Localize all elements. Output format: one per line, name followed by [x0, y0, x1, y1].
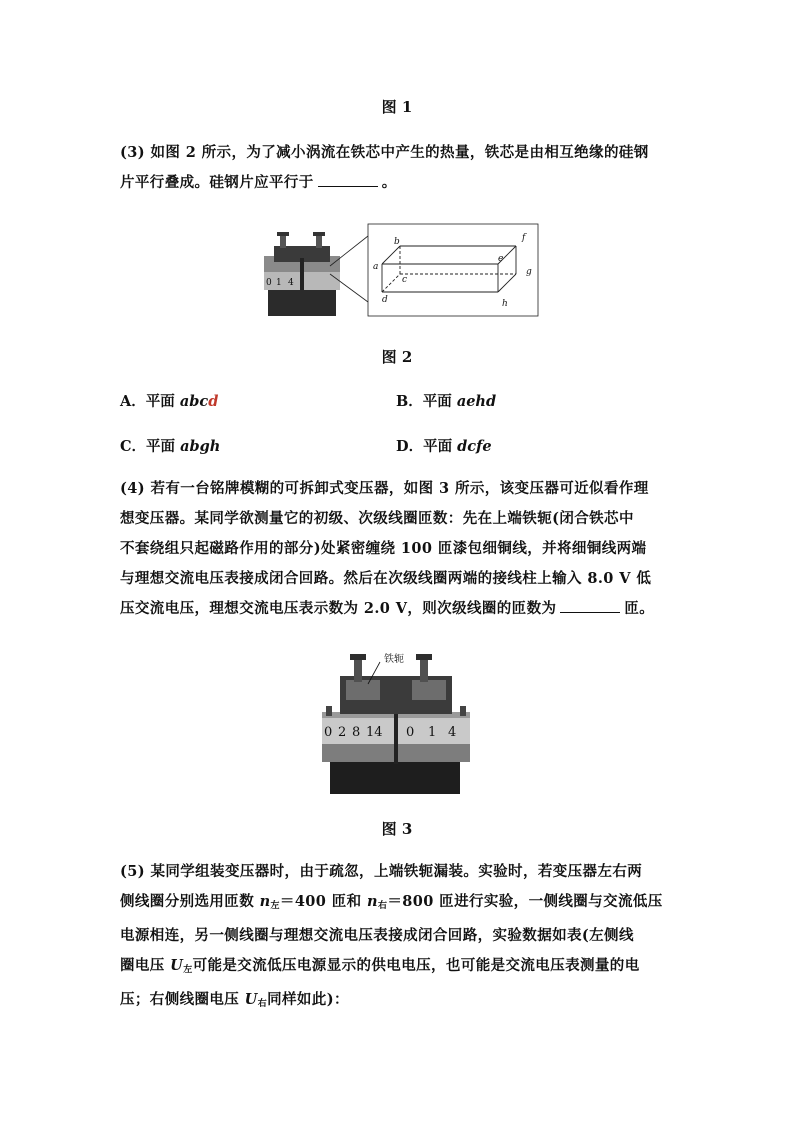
q5-line-4 — [120, 951, 680, 985]
q5-line-5-b: 同样如此)： — [267, 991, 349, 1008]
option-b-prefix: B．平面 — [396, 393, 457, 410]
option-a-plane: abc — [179, 393, 209, 410]
coil-label-left-2: 2 — [338, 725, 347, 740]
q4-line-1: (4) 若有一台铭牌模糊的可拆卸式变压器，如图 3 所示，该变压器可近似看作理 — [120, 480, 649, 497]
figure-1-caption: 图 1 — [381, 98, 413, 116]
figure-2-caption: 图 2 — [381, 348, 413, 366]
q5-line-2 — [120, 887, 680, 921]
q5-line-2-c: ＝800 匝进行实验，一侧线圈与交流低压 — [387, 893, 663, 910]
answer-blank-q4 — [560, 598, 620, 613]
q4-line-5-end: 匝。 — [624, 600, 655, 617]
vertex-label-b: b — [394, 237, 400, 247]
option-d[interactable] — [396, 435, 492, 456]
option-c[interactable] — [120, 435, 220, 456]
transformer-photo — [316, 648, 476, 794]
question-3 — [120, 138, 680, 198]
option-b-plane: aehd — [456, 393, 497, 410]
q5-line-1: (5) 某同学组装变压器时，由于疏忽，上端铁轭漏装。实验时，若变压器左右两 — [120, 863, 643, 880]
coil-label-right-0: 0 — [406, 725, 415, 740]
q5-line-4-b: 可能是交流低压电源显示的供电电压，也可能是交流电压表测量的电 — [192, 957, 640, 974]
q4-line-5 — [120, 594, 680, 624]
q5-line-2-a: 侧线圈分别选用匝数 — [120, 893, 260, 910]
cuboid-diagram — [382, 246, 516, 292]
n-left-symbol: n — [259, 893, 271, 910]
n-right-subscript: 右 — [377, 901, 388, 911]
coil-label-right-4: 4 — [448, 725, 457, 740]
vertex-label-a: a — [373, 262, 379, 272]
u-left-subscript: 左 — [183, 965, 193, 975]
vertex-label-e: e — [498, 254, 504, 264]
figure-2 — [260, 222, 540, 318]
photo-label-0: 0 — [266, 278, 272, 288]
photo-label-1: 1 — [276, 278, 282, 288]
vertex-label-h: h — [502, 299, 508, 309]
u-right-symbol: U — [244, 991, 258, 1008]
q5-line-2-b: ＝400 匝和 — [279, 893, 367, 910]
coil-label-right-1: 1 — [428, 725, 437, 740]
option-b[interactable] — [396, 390, 496, 411]
u-right-subscript: 右 — [257, 999, 268, 1009]
coil-label-left-8: 8 — [352, 725, 361, 740]
q5-line-4-a: 圈电压 — [120, 957, 171, 974]
q4-line-5-text: 压交流电压，理想交流电压表示数为 2.0 V，则次级线圈的匝数为 — [120, 600, 557, 617]
figure-3 — [316, 648, 476, 794]
n-left-subscript: 左 — [270, 901, 280, 911]
q3-line-1: (3) 如图 2 所示，为了减小涡流在铁芯中产生的热量，铁芯是由相互绝缘的硅钢 — [120, 144, 649, 161]
q3-line-2-text: 片平行叠成。硅钢片应平行于 — [120, 174, 314, 191]
q4-line-4: 与理想交流电压表接成闭合回路。然后在次级线圈两端的接线柱上输入 8.0 V 低 — [120, 570, 652, 587]
option-a-plane-last: d — [208, 393, 219, 410]
n-right-symbol: n — [367, 893, 378, 910]
q3-line-2-end: 。 — [381, 174, 397, 191]
figure-2-drawing — [260, 222, 540, 318]
question-5 — [120, 857, 680, 1019]
q5-line-5 — [120, 985, 680, 1019]
q4-line-2: 想变压器。某同学欲测量它的初级、次级线圈匝数：先在上端铁轭(闭合铁芯中 — [120, 510, 634, 527]
option-a-prefix: A．平面 — [120, 393, 180, 410]
q5-line-3: 电源相连，另一侧线圈与理想交流电压表接成闭合回路，实验数据如表(左侧线 — [120, 927, 634, 944]
vertex-label-c: c — [402, 275, 408, 285]
option-c-plane: abgh — [180, 438, 221, 455]
q5-line-5-a: 压；右侧线圈电压 — [120, 991, 245, 1008]
pointer-line-top — [330, 236, 368, 266]
option-c-prefix: C．平面 — [120, 438, 181, 455]
coil-label-left-0: 0 — [324, 725, 333, 740]
vertex-label-d: d — [382, 295, 388, 305]
photo-label-4: 4 — [288, 278, 294, 288]
answer-blank-q3 — [318, 172, 378, 187]
q3-line-2 — [120, 168, 680, 198]
option-a[interactable] — [120, 390, 218, 411]
figure-3-caption: 图 3 — [381, 820, 413, 838]
transformer-photo-small — [264, 232, 340, 316]
vertex-label-f: f — [522, 233, 526, 243]
question-4 — [120, 474, 680, 624]
option-d-prefix: D．平面 — [396, 438, 458, 455]
yoke-tag: 铁轭 — [384, 654, 404, 665]
u-left-symbol: U — [170, 957, 184, 974]
vertex-label-g: g — [526, 267, 532, 277]
option-d-plane: dcfe — [457, 438, 492, 455]
q4-line-3: 不套绕组只起磁路作用的部分)处紧密缠绕 100 匝漆包细铜线，并将细铜线两端 — [120, 540, 647, 557]
coil-label-left-14: 14 — [366, 725, 383, 740]
